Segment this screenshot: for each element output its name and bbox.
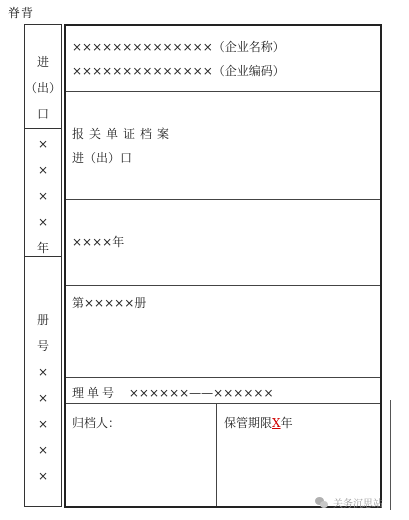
- spine-char: 号: [36, 339, 49, 353]
- archivist-label: 归档人：: [72, 416, 121, 430]
- watermark: [315, 495, 383, 510]
- spine-char: ×: [37, 163, 49, 177]
- spine-char: ×: [37, 189, 49, 203]
- spine-char: ×: [37, 215, 49, 229]
- watermark-text: 关务沉思站: [333, 499, 383, 510]
- signoff-divider: [216, 404, 217, 506]
- archive-title-row: [66, 92, 380, 200]
- spine-char: ×: [37, 137, 49, 151]
- spine-char: ×: [37, 443, 49, 457]
- volume-number: 第×××××册: [72, 296, 147, 310]
- company-name: ××××××××××××××（企业名称）: [72, 40, 285, 54]
- company-row: [66, 26, 380, 92]
- ticket-number: [72, 384, 274, 401]
- volume-row: [66, 286, 380, 378]
- spine-char: 口: [36, 107, 49, 121]
- spine-char: 年: [36, 241, 49, 255]
- ticket-value: ××××××——××××××: [128, 386, 274, 400]
- ticket-row: [66, 378, 380, 404]
- signoff-row: [66, 404, 380, 506]
- ticket-label: 理单号: [72, 386, 118, 400]
- spine-cell-direction: [25, 25, 61, 129]
- archive-title: 报关单证档案: [72, 127, 175, 141]
- spine-char: ×: [37, 417, 49, 431]
- spine-column: [24, 24, 62, 507]
- retention-label: 保管期限: [224, 416, 273, 430]
- retention-value: X: [272, 416, 281, 430]
- retention-period: [224, 414, 293, 431]
- archive-direction: 进（出）口: [72, 151, 133, 165]
- company-code: ××××××××××××××（企业编码）: [72, 64, 285, 78]
- spine-char: （出）: [25, 81, 62, 95]
- wechat-icon: [315, 497, 329, 509]
- spine-char: 进: [36, 55, 49, 69]
- margin-rule: [390, 400, 391, 510]
- spine-cell-year: [25, 129, 61, 257]
- spine-char: 册: [36, 313, 49, 327]
- year-row: [66, 200, 380, 286]
- page-title: 脊背: [8, 6, 35, 20]
- spine-char: ×: [37, 469, 49, 483]
- archive-label-panel: [64, 24, 382, 508]
- spine-char: ×: [37, 365, 49, 379]
- spine-cell-volume: [25, 257, 61, 506]
- retention-unit: 年: [280, 416, 293, 430]
- archive-year: ××××年: [72, 235, 125, 249]
- spine-char: ×: [37, 391, 49, 405]
